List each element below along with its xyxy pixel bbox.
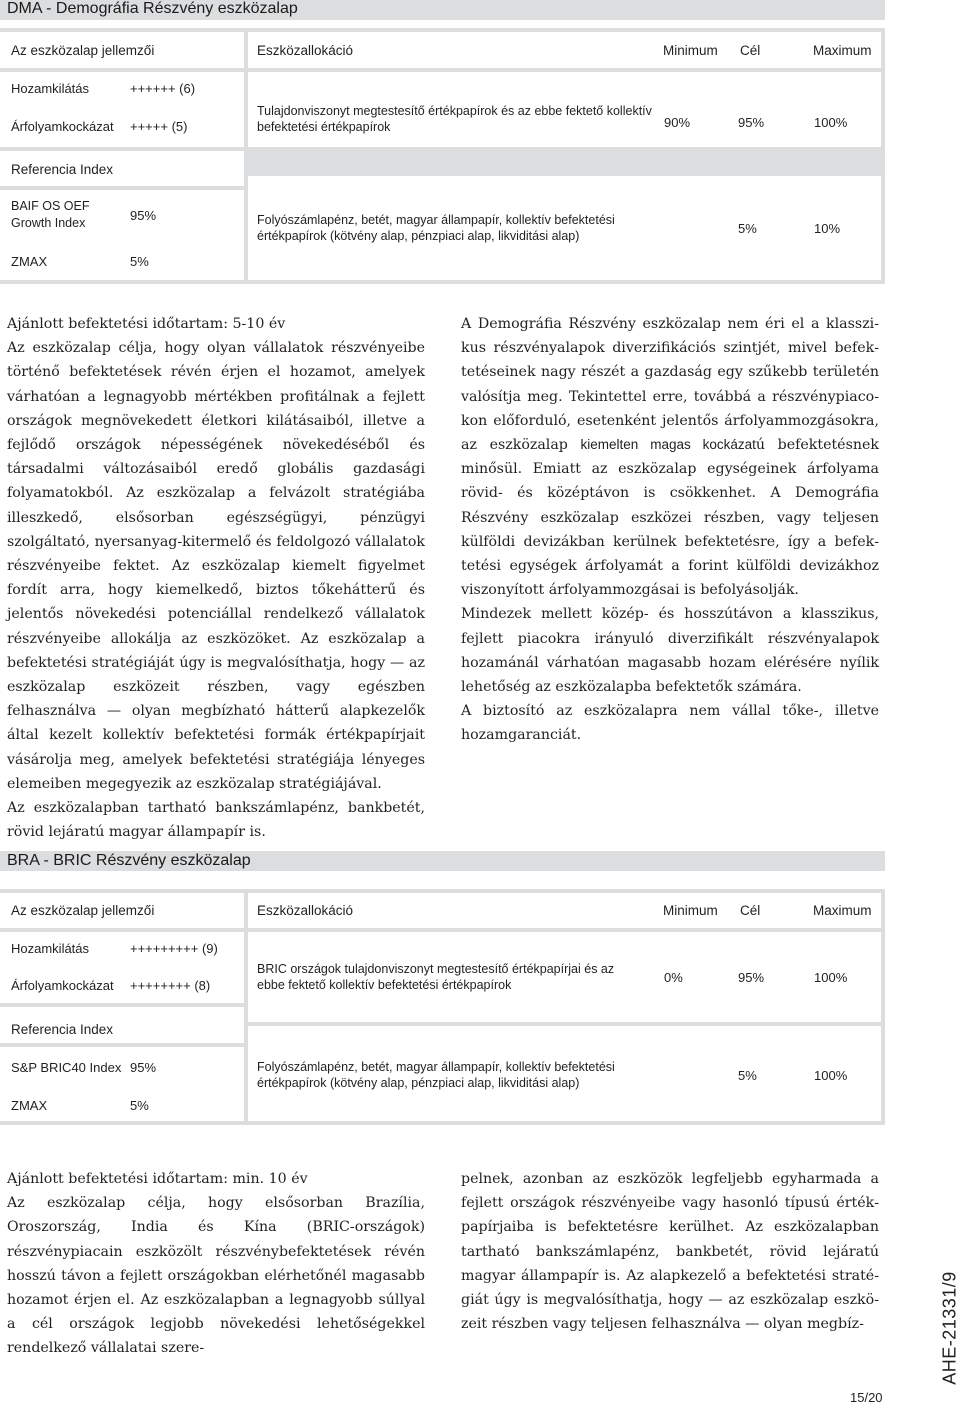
reference2-index-label: Referencia Index (11, 1022, 114, 1037)
header-minimum: Minimum (663, 43, 718, 58)
section2-left-column (7, 1167, 425, 1361)
section-title: DMA - Demográfia Részvény eszközalap (7, 0, 298, 17)
header-characteristics: Az eszközalap jellemzői (11, 43, 155, 58)
price-risk-label: Árfolyamkockázat (11, 119, 114, 134)
header-maximum: Maximum (813, 43, 872, 58)
section1-left-column (7, 312, 425, 844)
risk-emphasis: kiemelten magas kockázat (580, 437, 756, 453)
header2-minimum: Minimum (663, 903, 718, 918)
allocation1-max: 100% (814, 115, 848, 130)
reference-index-label: Referencia Index (11, 162, 114, 177)
reference2-weight: 5% (130, 254, 149, 269)
header-target: Cél (740, 43, 761, 58)
section2-right-text: pelnek, azonban az eszközök legfeljebb egyharmada a fejlett országok részvényeibe vagy hasonló típusú értékpapírjaiba is befektetésre kerülhet. Az eszközalapban tartható bankszámlapénz, bankbetét, rövid lejáratú magyar állampapír is. Az alapkezelő a befektetési stratégiát úgy is megvalósíthatja, hogy — az eszközalap eszközeit részben vagy teljesen felhasználva — olyan megbíz- (461, 1171, 879, 1333)
page-number: 15/20 (850, 1390, 883, 1405)
allocation2-2-target: 5% (738, 1068, 757, 1083)
header2-maximum: Maximum (813, 903, 872, 918)
allocation2-2-text: Folyószámlapénz, betét, magyar állampapír, kollektív befektetési értékpapírok (kötvény alap, pénzpiaci alap, likviditási alap) (257, 1060, 615, 1090)
price-risk2-value: ++++++++ (8) (130, 978, 211, 993)
reference1-weight: 95% (130, 208, 157, 223)
reference2-name: ZMAX (11, 254, 48, 269)
document-code: AHE-21331/9 (939, 1271, 960, 1385)
section1-right-column (461, 312, 879, 748)
reference2-1-weight: 95% (130, 1060, 157, 1075)
price-risk-value: +++++ (5) (130, 119, 188, 134)
header2-characteristics: Az eszközalap jellemzői (11, 903, 155, 918)
allocation1-min: 90% (664, 115, 691, 130)
allocation2-1-max: 100% (814, 970, 848, 985)
allocation2-1-text: BRIC országok tulajdonviszonyt megtestesítő értékpapírjai és az ebbe fektető kollektív befektetési értékpapírok (257, 962, 615, 992)
allocation2-max: 10% (814, 221, 841, 236)
section1-right-text-a: A Demográfia Részvény eszközalap nem éri el a klasszikus részvényalapok diverzifikációs szintjét, mivel befektetéseinek nagy részét a gazdaság egy szűkebb területén valósítja meg. Tekintettel erre, továbbá a részvénypiacokon előforduló, esetenként jelentős árfolyammozgásokra, az eszközalap (461, 316, 879, 454)
section2-title: BRA - BRIC Részvény eszközalap (7, 852, 251, 869)
section2-right-column (461, 1167, 879, 1336)
allocation2-text: Folyószámlapénz, betét, magyar állampapír, kollektív befektetési értékpapírok (kötvény alap, pénzpiaci alap, likviditási alap) (257, 213, 615, 243)
reference2-2-weight: 5% (130, 1098, 149, 1113)
allocation1-target: 95% (738, 115, 765, 130)
section1-right-text (461, 312, 879, 748)
header2-target: Cél (740, 903, 761, 918)
section1-right-text-b: ú befektetésnek minősül. Emiatt az eszközalap egységeinek árfolyama rövid- és középtávon is csökkenhet. A Demográfia Részvény eszközalap eszközei részben, vagy teljesen külföldi devizákban kerülnek befektetésre, így a befektetési egységek árfolyamát a forint külföldi devizákhoz viszonyított árfolyammozgásai is befolyásolják. Mindezek mellett közép- és hosszútávon a klasszikus, fejlett piacokra irányuló diverzifikált részvényalapok hozamánál várhatóan magasabb hozam elérésére nyílik lehetőség az eszközalapba befektetők számára. A biztosító az eszközalapra nem vállal tőke-, illetve hozamgaranciát. (461, 437, 879, 744)
header-allocation: Eszközallokáció (257, 43, 354, 58)
header2-allocation: Eszközallokáció (257, 903, 354, 918)
section1-left-text: Ajánlott befektetési időtartam: 5-10 év Az eszközalap célja, hogy olyan vállalatok részvényeibe történő befektetések révén érjen el hozamot, amelyek várhatóan a legnagyobb mértékben profitálnak a fejlett országok megnövekedett életkori kilátásaiból, illetve a fejlődő országok népességének növekedéséből és társadalmi változásaiból eredő globális gazdasági folyamatokból. Az eszközalap a felvázolt stratégiába illeszkedő, elsősorban egészségügyi, pénzügyi szolgáltató, nyersanyag-kitermelő és feldolgozó vállalatok részvényeibe fektet. Az eszközalap kiemelt figyelmet fordít arra, hogy kiemelkedő, biztos tőkehátterű és jelentős növekedési potenciállal rendelkező vállalatok részvényeibe allokálja az eszközöket. Az eszközalap a befektetési stratégiáját úgy is megvalósíthatja, hogy — az eszközalap eszközeit részben, vagy egészben felhasználva — olyan megbízható hátterű alapkezelők által kezelt kollektív befektetési formák értékpapírjait vásárolja meg, amelyek befektetési stratégiája lényeges elemeiben megegyezik az eszközalap stratégiájával. Az eszközalapban tartható bankszámlapénz, bankbetét, rövid lejáratú magyar állampapír is. (7, 316, 425, 841)
return-outlook-label: Hozamkilátás (11, 81, 90, 96)
return-outlook-value: ++++++ (6) (130, 81, 196, 96)
reference2-2-name: ZMAX (11, 1098, 48, 1113)
allocation2-1-target: 95% (738, 970, 765, 985)
section2-left-text: Ajánlott befektetési időtartam: min. 10 év Az eszközalap célja, hogy elsősorban Brazília, Oroszország, India és Kína (BRIC-országok) részvénypiacain eszközölt részvénybefektetések révén hosszú távon a fejlett országokban elérhetőnél magasabb hozamot érjen el. Az eszközalapban a legnagyobb súllyal a cél országok legjobb növekedési lehetőségekkel rendelkező vállalatai szere- (7, 1171, 425, 1357)
allocation1-text: Tulajdonviszonyt megtestesítő értékpapírok és az ebbe fektető kollektív befektetési értékpapírok (257, 104, 652, 134)
reference1-name: BAIF OS OEF Growth Index (11, 199, 90, 230)
price-risk2-label: Árfolyamkockázat (11, 978, 114, 993)
return-outlook2-value: +++++++++ (9) (130, 941, 218, 956)
return-outlook2-label: Hozamkilátás (11, 941, 90, 956)
allocation2-1-min: 0% (664, 970, 683, 985)
reference2-1-name: S&P BRIC40 Index (11, 1060, 122, 1075)
allocation2-target: 5% (738, 221, 757, 236)
allocation2-2-max: 100% (814, 1068, 848, 1083)
